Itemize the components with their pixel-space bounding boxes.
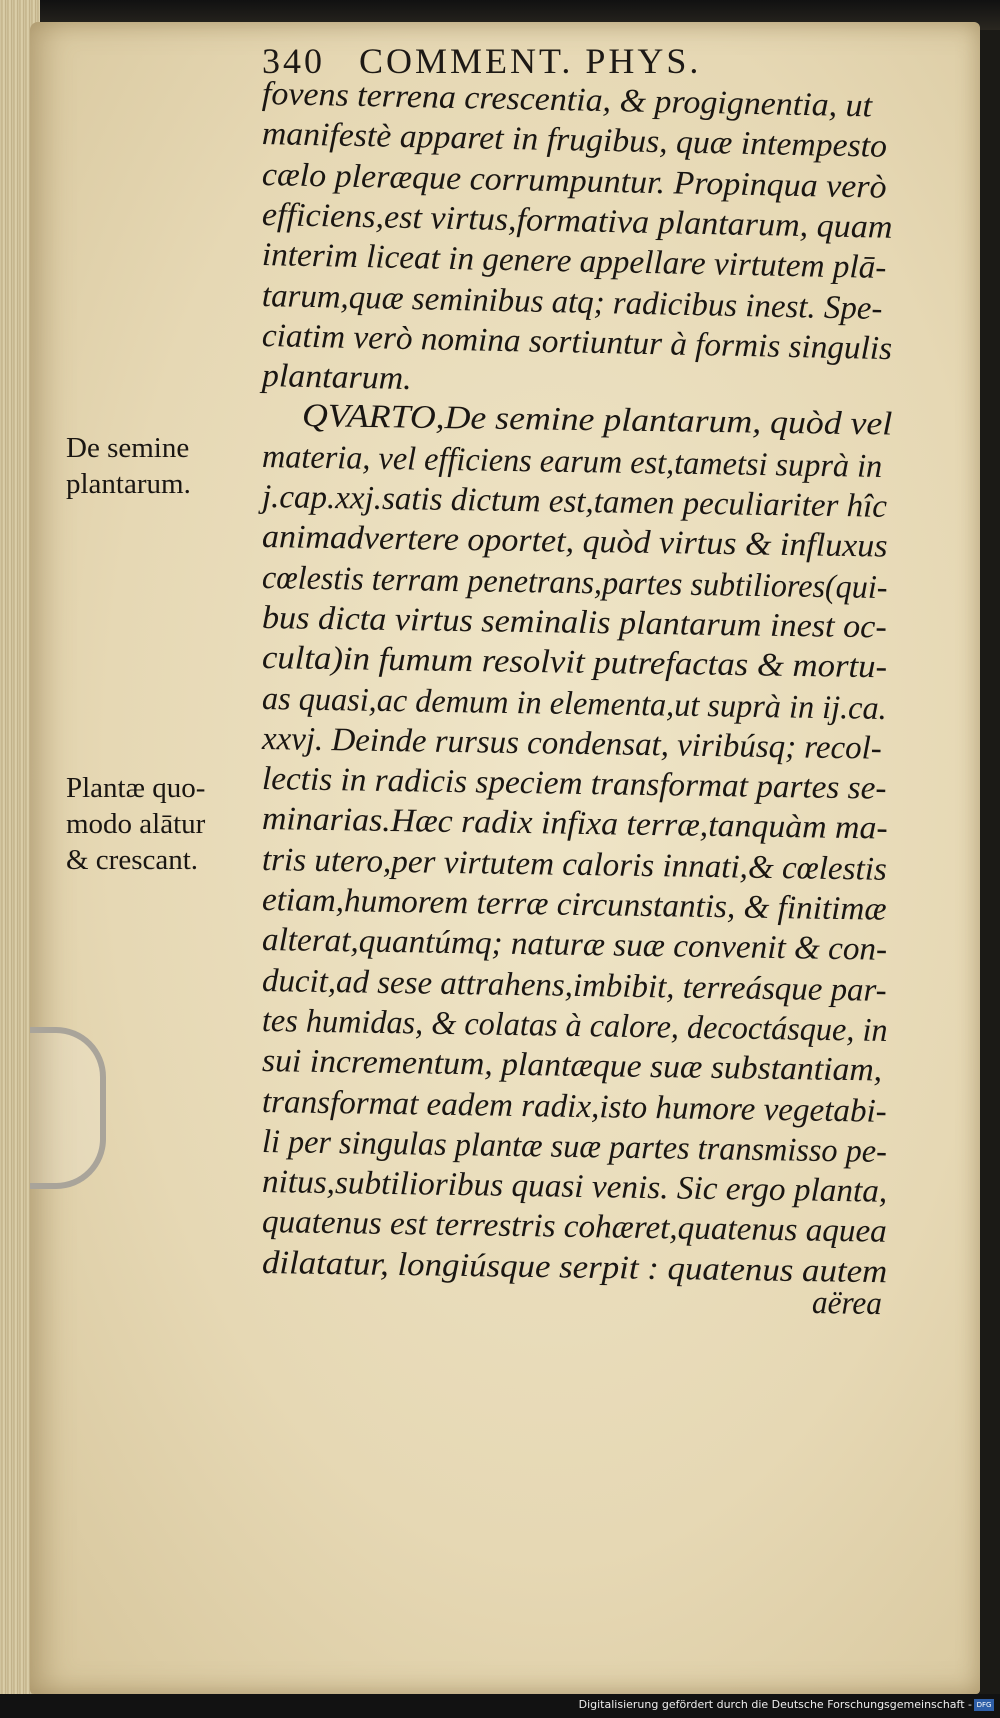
- body-line: xxvj. Deinde rursus condensat, viribúsq; recol-: [261, 720, 883, 767]
- margin-note-line: De semine: [66, 432, 190, 464]
- digitization-credit: Digitalisierung gefördert durch die Deutsche Forschungsgemeinschaft -: [578, 1698, 972, 1711]
- body-line: nitus,subtilioribus quasi venis. Sic ergo planta,: [261, 1164, 888, 1210]
- margin-note-line: & crescant.: [66, 844, 199, 876]
- body-line: fovens terrena crescentia, & progignentia, ut: [261, 76, 873, 125]
- body-line: sui incrementum, plantæque suæ substantiam,: [261, 1043, 883, 1089]
- body-line: as quasi,ac demum in elementa,ut suprà in ij.ca.: [261, 680, 887, 727]
- body-line: interim liceat in genere appellare virtutem plā-: [261, 237, 887, 287]
- page-number: 340: [262, 41, 325, 81]
- body-line: ciatim verò nomina sortiuntur à formis singulis: [261, 317, 893, 367]
- body-line: li per singulas plantæ suæ partes transmisso pe-: [261, 1123, 888, 1170]
- margin-note-line: Plantæ quo-: [66, 772, 206, 804]
- body-line: manifestè apparet in frugibus, quæ intempesto: [261, 116, 888, 166]
- margin-note-line: plantarum.: [66, 468, 191, 500]
- dfg-logo: DFG: [974, 1699, 994, 1711]
- running-title: COMMENT. PHYS.: [359, 41, 702, 81]
- body-line: aërea: [811, 1285, 883, 1323]
- body-line: bus dicta virtus seminalis plantarum inest oc-: [261, 599, 888, 646]
- body-line: efficiens,est virtus,formativa plantarum, quam: [261, 196, 893, 246]
- margin-note-line: modo alātur: [66, 808, 206, 840]
- margin-note-de-semine: [66, 430, 256, 502]
- body-line: lectis in radicis speciem transformat partes se-: [261, 761, 887, 807]
- body-line: ducit,ad sese attrahens,imbibit, terreásque par-: [261, 962, 887, 1009]
- body-line: tarum,quæ seminibus atq; radicibus inest. Spe-: [261, 277, 883, 327]
- body-line: transformat eadem radix,isto humore vegetabi-: [261, 1083, 888, 1130]
- body-line: plantarum.: [261, 358, 413, 398]
- body-line: cælo pleræque corrumpuntur. Propinqua verò: [261, 156, 887, 206]
- body-line: animadvertere oportet, quòd virtus & influxus: [261, 519, 888, 565]
- body-line: alterat,quantúmq; naturæ suæ convenit & con-: [261, 922, 888, 969]
- body-line: quatenus est terrestris cohæret,quatenus aquea: [261, 1204, 888, 1251]
- body-line: j.cap.xxj.satis dictum est,tamen peculiariter hîc: [261, 479, 888, 525]
- body-line: cœlestis terram penetrans,partes subtiliores(qui-: [261, 559, 888, 606]
- page-clip: [30, 1027, 106, 1189]
- body-line: tes humidas, & colatas à calore, decoctásque, in: [261, 1002, 888, 1049]
- body-line: minarias.Hæc radix infixa terræ,tanquàm ma-: [261, 801, 888, 847]
- body-line: materia, vel efficiens earum est,tametsi suprà in: [261, 438, 883, 485]
- body-line: QVARTO,De semine plantarum, quòd vel: [301, 398, 893, 443]
- body-line: culta)in fumum resolvit putrefactas & mortu-: [261, 640, 888, 686]
- body-line: dilatatur, longiúsque serpit : quatenus autem: [261, 1244, 888, 1290]
- body-line: tris utero,per virtutem caloris innati,& cœlestis: [261, 841, 888, 888]
- body-line: etiam,humorem terræ circunstantis, & finitimæ: [261, 882, 887, 928]
- margin-note-plantae: [66, 770, 256, 878]
